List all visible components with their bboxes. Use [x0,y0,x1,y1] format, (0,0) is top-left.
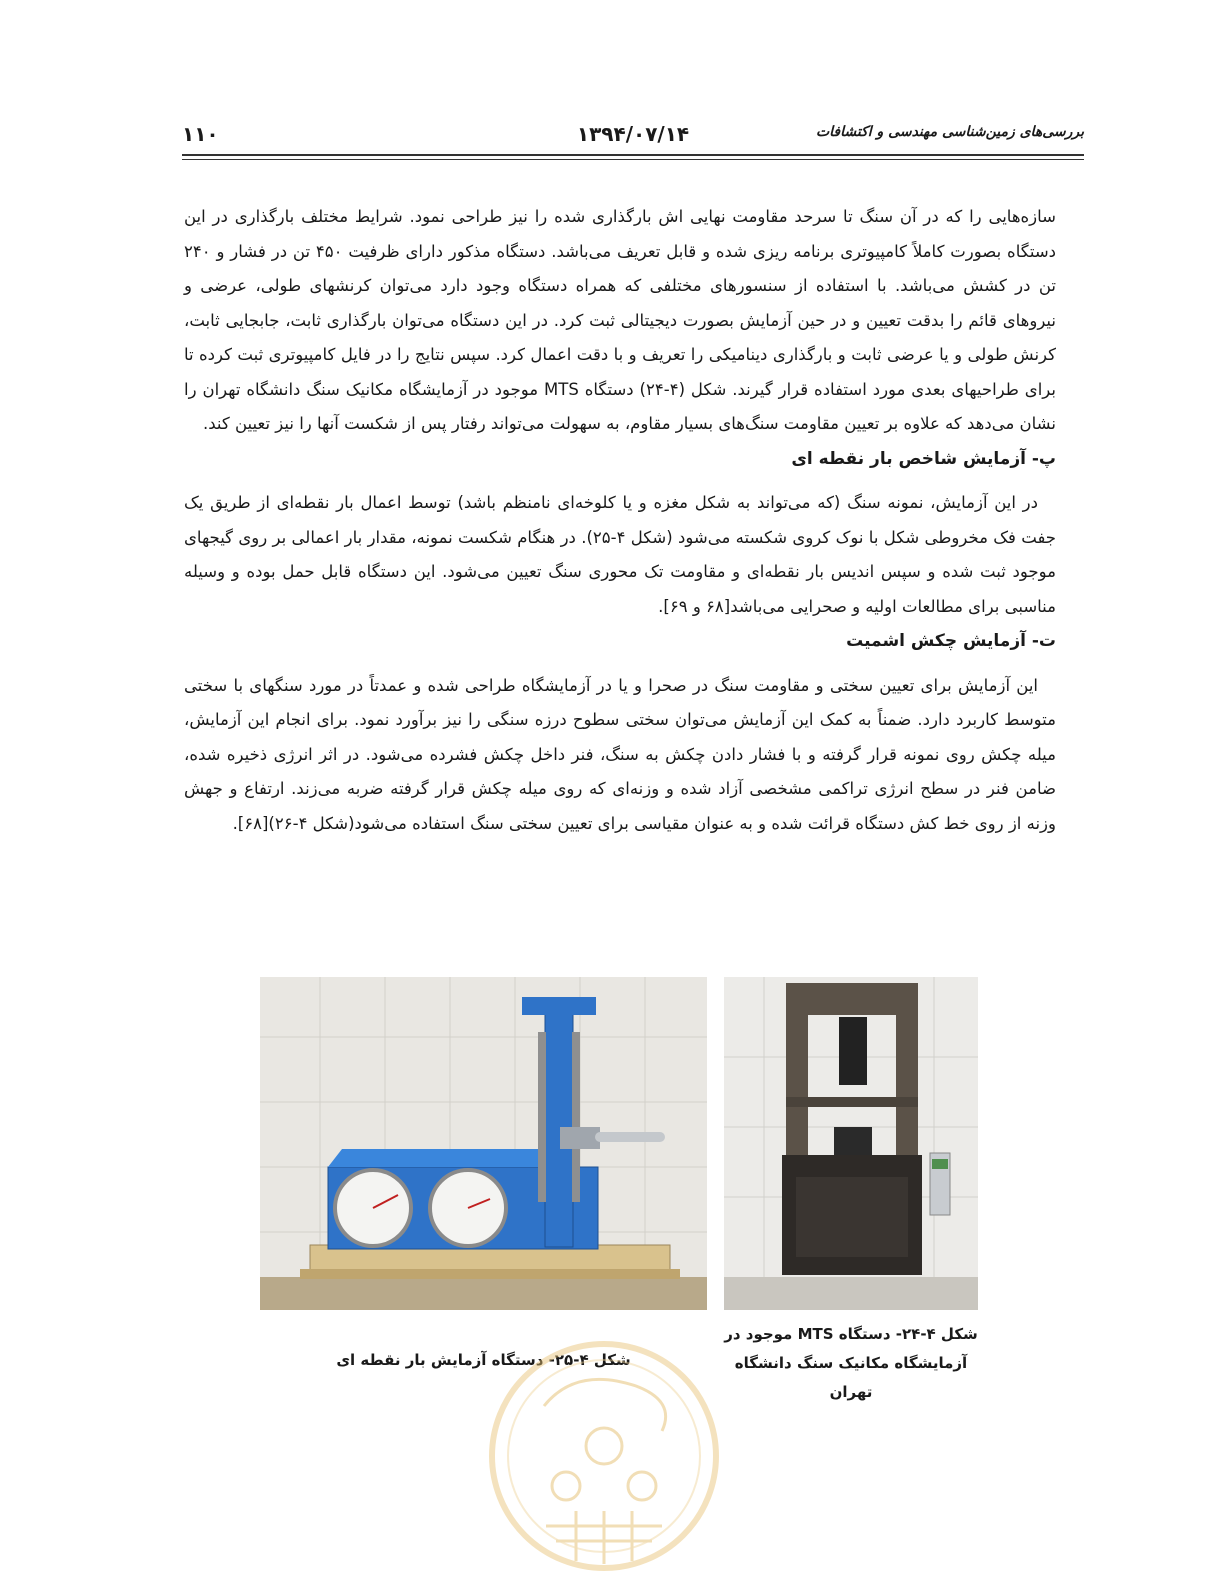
figure-25-caption: شکل ۴-۲۵- دستگاه آزمایش بار نقطه ای [336,1351,631,1369]
paragraph-schmidt-hammer: این آزمایش برای تعیین سختی و مقاومت سنگ در صحرا و یا در آزمایشگاه طراحی شده و عمدتاً در مورد سنگهای با سختی متوسط کاربرد دارد. ضمناً به کمک این آزمایش می‌توان سختی سطوح درزه سنگی را نیز برآورد نمود. برای انجام این آزمایش، میله چکش روی نمونه قرار گرفته و با فشار دادن چکش به سنگ، فنر داخل چکش فشرده می‌شود. در اثر انرژی ذخیره شده، ضامن فنر در سطح انرژی تراکمی مشخصی آزاد شده و وزنه‌ای که روی میله چکش قرار گرفته ضربه می‌زند. ارتفاع و جهش وزنه از روی خط کش دستگاه قرائت شده و به عنوان مقیاسی برای تعیین سختی سنگ استفاده می‌شود(شکل ۴-۲۶)[۶۸]. [184,675,1056,833]
paragraph-point-load: در این آزمایش، نمونه سنگ (که می‌تواند به شکل مغزه و یا کلوخه‌ای نامنظم باشد) توسط اعمال بار نقطه‌ای از طریق یک جفت فک مخروطی شکل با نوک کروی شکسته می‌شود (شکل ۴-۲۵). در هنگام شکست نمونه، مقدار بار اعمالی بر روی گیجهای موجود ثبت شده و سپس اندیس بار نقطه‌ای و مقاومت تک محوری سنگ تعیین می‌شود. این دستگاه قابل حمل بوده و وسیله مناسبی برای مطالعات اولیه و صحرایی می‌باشد[۶۸ و ۶۹]. [184,493,1056,616]
main-text [184,200,1056,841]
page-header [182,118,1084,148]
journal-title: بررسی‌های زمین‌شناسی مهندسی و اکتشافات [815,124,1084,140]
mts-machine-photo [724,977,978,1310]
point-load-apparatus-photo [260,977,707,1310]
section-heading-schmidt-hammer: ت- آزمایش چکش اشمیت [846,631,1056,651]
watermark-seal-icon [486,1336,722,1576]
header-rule-thin [182,159,1084,160]
section-heading-point-load: پ- آزمایش شاخص بار نقطه ای [791,448,1056,469]
page-number: ۱۱۰ [182,122,219,146]
header-rule-thick [182,154,1084,156]
paragraph-mts: سازه‌هایی را که در آن سنگ تا سرحد مقاومت نهایی اش بارگذاری شده را نیز طراحی نمود. شرایط مختلف بارگذاری در این دستگاه بصورت کاملاً کامپیوتری برنامه ریزی شده و قابل تعریف می‌باشد. دستگاه مذکور دارای ظرفیت ۴۵۰ تن در فشار و ۲۴۰ تن در کشش می‌باشد. با استفاده از سنسورهای مختلفی که همراه دستگاه وجود دارد می‌توان کرنشهای طولی، عرضی و نیروهای قائم را بدقت تعیین و در حین آزمایش بصورت دیجیتالی ثبت کرد. در این دستگاه می‌توان بارگذاری ثابت، جابجایی ثابت، کرنش طولی و یا عرضی ثابت و بارگذاری دینامیکی را تعریف و با دقت اعمال کرد. سپس نتایج را در فایل کامپیوتری ثبت کرده تا برای طراحیهای بعدی مورد استفاده قرار گیرند. شکل (۴-۲۴) دستگاه MTS موجود در آزمایشگاه مکانیک سنگ دانشگاه تهران را نشان می‌دهد که علاوه بر تعیین مقاومت سنگ‌های بسیار مقاوم، به سهولت می‌تواند رفتار پس از شکست آنها را نیز تعیین کند. [184,207,1056,433]
figure-24-caption: شکل ۴-۲۴- دستگاه MTS موجود در آزمایشگاه مکانیک سنگ دانشگاه تهران [724,1325,978,1401]
header-date: ۱۳۹۴/۰۷/۱۴ [576,122,690,146]
